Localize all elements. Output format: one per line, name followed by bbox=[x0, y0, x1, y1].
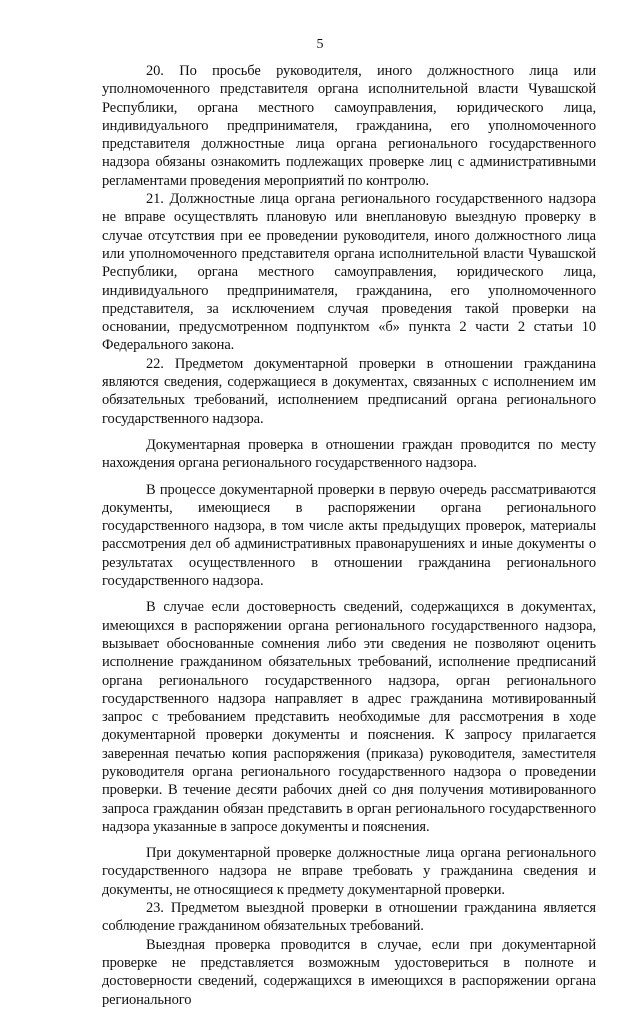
paragraph-information-request: В случае если достоверность сведений, содержащихся в документах, имеющихся в распоряжении органа регионального государственного надзора, вызывает обоснованные сомнения либо эти сведения не позволяют оценить исполнение гражданином обязательных требований, исполнение предписаний органа регионального государственного надзора, орган регионального государственного надзора направляет в адрес гражданина мотивированный запрос с требованием представить необходимые для рассмотрения в ходе документарной проверки документы и пояснения. К запросу прилагается заверенная печатью копия распоряжения (приказа) руководителя, заместителя руководителя органа регионального государственного надзора о проведении проверки. В течение десяти рабочих дней со дня получения мотивированного запроса гражданин обязан представить в орган регионального государственного надзора указанные в запросе документы и пояснения. bbox=[102, 599, 596, 835]
paragraph-21: 21. Должностные лица органа регионального государственного надзора не вправе осуществлять плановую или внеплановую выездную проверку в случае отсутствия при ее проведении руководителя, иного должностного лица или уполномоченного представителя органа исполнительной власти Чувашской Республики, органа местного самоуправления, юридического лица, индивидуального предпринимателя, гражданина, его уполномоченного представителя, за исключением случая проведения такой проверки на основании, предусмотренном подпунктом «б» пункта 2 части 2 статьи 10 Федерального закона. bbox=[102, 191, 596, 354]
paragraph-documentary-check-process: В процессе документарной проверки в первую очередь рассматриваются документы, имеющиеся в распоряжении органа регионального государственного надзора, в том числе акты предыдущих проверок, материалы рассмотрения дел об административных правонарушениях и иные документы о результатах осуществленного в отношении гражданина регионального государственного надзора. bbox=[102, 481, 596, 590]
paragraph-documentary-check-limits: При документарной проверке должностные лица органа регионального государственного надзора не вправе требовать у гражданина сведения и документы, не относящиеся к предмету документарной проверки. bbox=[102, 845, 596, 898]
document-body bbox=[102, 62, 596, 1009]
page-number: 5 bbox=[316, 37, 324, 52]
paragraph-23: 23. Предметом выездной проверки в отношении гражданина является соблюдение гражданином обязательных требований. bbox=[102, 900, 596, 935]
paragraph-documentary-check-location: Документарная проверка в отношении граждан проводится по месту нахождения органа регионального государственного надзора. bbox=[102, 436, 596, 472]
paragraph-22: 22. Предметом документарной проверки в отношении гражданина являются сведения, содержащиеся в документах, связанных с исполнением им обязательных требований, исполнением предписаний органа регионального государственного надзора. bbox=[102, 355, 596, 427]
paragraph-20: 20. По просьбе руководителя, иного должностного лица или уполномоченного представителя органа исполнительной власти Чувашской Республики, органа местного самоуправления, юридического лица, индивидуального предпринимателя, гражданина, его уполномоченного представителя должностные лица органа регионального государственного надзора обязаны ознакомить подлежащих проверке лиц с административными регламентами проведения мероприятий по контролю. bbox=[102, 63, 596, 189]
paragraph-field-check: Выездная проверка проводится в случае, если при документарной проверке не представляется возможным удостовериться в полноте и достоверности сведений, содержащихся в имеющихся в распоряжении органа регионального bbox=[102, 936, 596, 1008]
